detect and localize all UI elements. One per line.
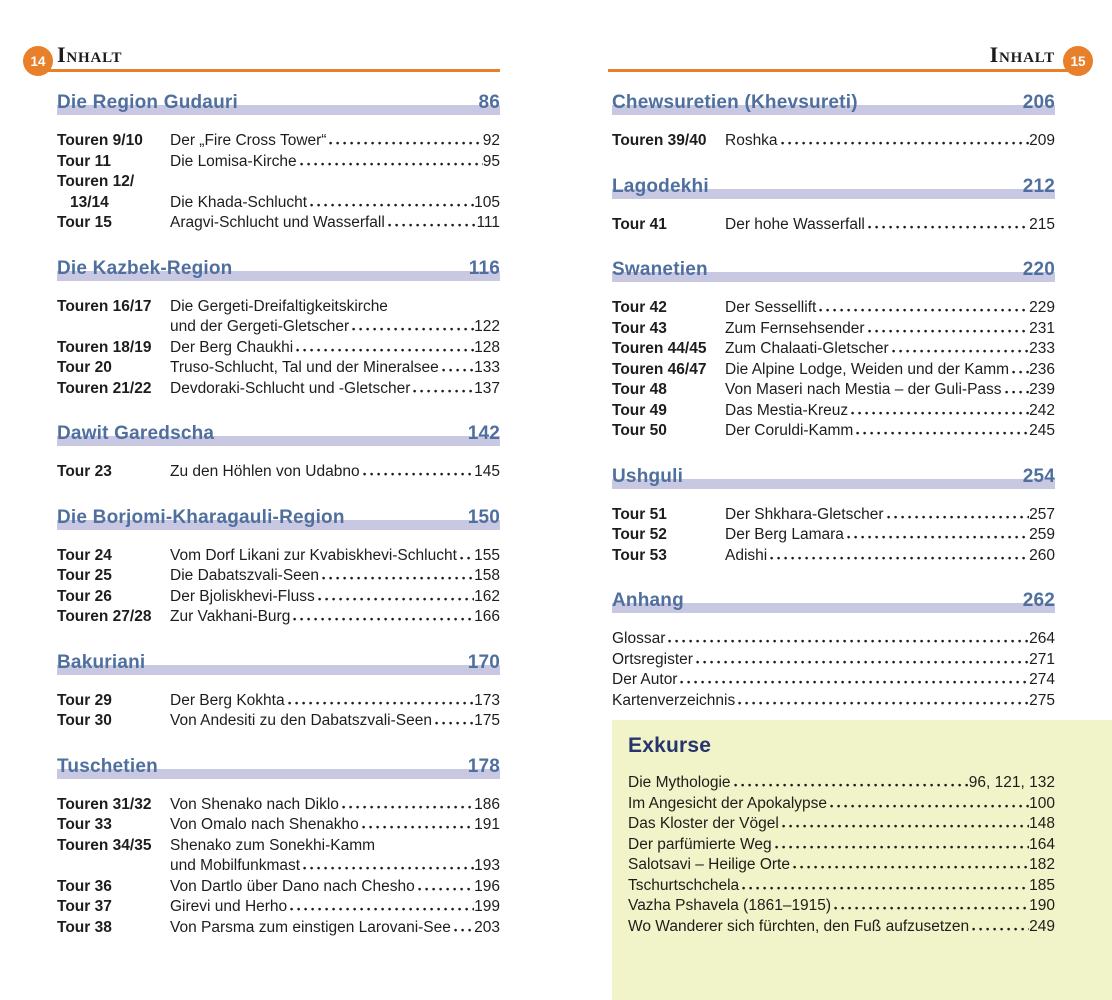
entry-title: Der Berg Kokhta <box>170 691 285 709</box>
section-page-number: 178 <box>467 755 500 777</box>
dot-leader <box>442 367 474 372</box>
toc-entry <box>57 297 500 318</box>
section-title: Tuschetien <box>57 755 158 777</box>
dot-leader <box>887 514 1030 519</box>
entry-title: Vazha Pshavela (1861–1915) <box>628 897 832 914</box>
dot-leader <box>454 927 474 932</box>
toc-entry <box>612 215 1055 236</box>
toc-section <box>612 586 1055 711</box>
page-header-title: Inhalt <box>989 42 1055 67</box>
toc-entry <box>57 172 500 193</box>
dot-leader <box>288 700 475 705</box>
toc-entry <box>57 193 500 214</box>
entry-page-number: 233 <box>1029 340 1055 357</box>
section-page-number: 86 <box>478 92 500 113</box>
dot-leader <box>318 596 474 601</box>
toc-entry <box>628 835 1055 856</box>
section-page-number: 220 <box>1022 259 1055 280</box>
section-heading <box>612 172 1055 199</box>
entry-page-number: 182 <box>1029 856 1055 873</box>
toc-entry <box>612 505 1055 526</box>
section-entries <box>57 546 500 628</box>
entry-page-number: 264 <box>1029 630 1055 647</box>
dot-leader <box>413 388 474 393</box>
dot-leader <box>342 804 474 809</box>
toc-section <box>57 254 500 400</box>
section-title: Ushguli <box>612 465 684 487</box>
toc-entry <box>57 317 500 338</box>
tour-label: Tour 33 <box>57 816 112 833</box>
dot-leader <box>363 471 475 476</box>
entry-page-number: 245 <box>1029 422 1055 439</box>
dot-leader <box>310 202 474 207</box>
entry-page-number: 249 <box>1029 917 1055 935</box>
section-heading <box>57 419 500 446</box>
dot-leader <box>834 905 1029 910</box>
toc-entry <box>57 795 500 816</box>
toc-entry <box>628 814 1055 835</box>
dot-leader <box>851 410 1029 415</box>
tour-label: Touren 12/ <box>57 173 135 190</box>
tour-label: Tour 49 <box>612 401 667 419</box>
dot-leader <box>322 575 474 580</box>
entry-title: Im Angesicht der Apokalypse <box>628 794 828 812</box>
section-page-number: 170 <box>467 651 500 673</box>
dot-leader <box>696 659 1029 664</box>
dot-leader <box>460 555 474 560</box>
tour-label: Touren 16/17 <box>57 297 152 315</box>
section-heading <box>612 462 1055 489</box>
tour-label: Tour 53 <box>612 546 667 564</box>
toc-entry <box>57 546 500 567</box>
tour-label: Tour 26 <box>57 587 112 605</box>
entry-page-number: 193 <box>474 857 500 874</box>
entry-title: Der Berg Lamara <box>725 526 844 543</box>
section-entries <box>612 505 1055 567</box>
dot-leader <box>296 347 474 352</box>
toc-entry <box>57 607 500 628</box>
page-header <box>30 42 500 72</box>
dot-leader <box>868 224 1029 229</box>
toc-entry <box>57 131 500 152</box>
dot-leader <box>972 926 1029 931</box>
section-heading <box>57 503 500 530</box>
entry-title: Roshka <box>725 132 778 149</box>
entry-page-number: 231 <box>1029 319 1055 337</box>
dot-leader <box>868 328 1030 333</box>
toc-entry <box>628 773 1055 794</box>
toc-entry <box>612 131 1055 152</box>
entry-page-number: 209 <box>1029 132 1055 149</box>
section-page-number: 116 <box>468 257 500 279</box>
section-heading <box>612 255 1055 282</box>
toc-entry <box>628 917 1055 938</box>
toc-entry <box>57 587 500 608</box>
tour-label: Tour 41 <box>612 215 667 233</box>
section-page-number: 150 <box>467 506 500 528</box>
entry-title: Der „Fire Cross Tower“ <box>170 132 327 149</box>
toc-section <box>612 88 1055 152</box>
section-title: Bakuriani <box>57 651 146 673</box>
toc-entry <box>612 546 1055 567</box>
toc-entry <box>57 836 500 857</box>
dot-leader <box>770 555 1029 560</box>
dot-leader <box>742 885 1029 890</box>
section-title: Chewsuretien (Khevsureti) <box>612 92 858 113</box>
dot-leader <box>775 844 1030 849</box>
tour-label: Tour 20 <box>57 359 112 376</box>
entry-title: Ortsregister <box>612 650 693 668</box>
tour-label: Tour 25 <box>57 567 112 584</box>
entry-title: Zum Fernsehsender <box>725 319 865 337</box>
entry-title: Der Berg Chaukhi <box>170 338 294 356</box>
section-entries <box>57 691 500 732</box>
tour-label: Tour 24 <box>57 546 112 564</box>
entry-title: Zum Chalaati-Gletscher <box>725 340 889 357</box>
entry-page-number: 155 <box>474 546 500 564</box>
tour-label: Touren 44/45 <box>612 340 707 357</box>
tour-label: Tour 51 <box>612 505 667 523</box>
section-heading <box>57 752 500 779</box>
entry-page-number: 236 <box>1029 360 1055 378</box>
entry-page-number: 257 <box>1029 505 1055 523</box>
entry-title: Zur Vakhani-Burg <box>170 608 291 625</box>
entry-title: Zu den Höhlen von Udabno <box>170 463 360 480</box>
section-page-number: 206 <box>1022 92 1055 113</box>
entry-title: Der Bjoliskhevi-Fluss <box>170 587 315 605</box>
section-heading <box>57 648 500 675</box>
tour-label: Tour 52 <box>612 526 667 543</box>
entry-title: Der Shkhara-Gletscher <box>725 505 884 523</box>
entry-page-number: 215 <box>1029 215 1055 233</box>
toc-entry <box>57 462 500 483</box>
dot-leader <box>352 326 474 331</box>
entry-page-number: 259 <box>1029 526 1055 543</box>
section-heading <box>57 254 500 281</box>
entry-page-number: 162 <box>474 587 500 605</box>
toc-entry <box>612 380 1055 401</box>
toc-entry <box>57 856 500 877</box>
section-title: Anhang <box>612 590 684 611</box>
page-header <box>612 42 1086 72</box>
tour-label: Touren 27/28 <box>57 608 152 625</box>
entry-title: und Mobilfunkmast <box>170 857 301 874</box>
section-entries <box>57 297 500 400</box>
tour-label: Tour 11 <box>57 152 111 170</box>
toc-entry <box>628 855 1055 876</box>
toc-entry <box>612 421 1055 442</box>
section-entries <box>57 131 500 234</box>
entry-title: Die Lomisa-Kirche <box>170 152 297 170</box>
page-header-title: Inhalt <box>57 42 123 67</box>
tour-label: Touren 31/32 <box>57 795 152 813</box>
toc-entry <box>612 339 1055 360</box>
entry-page-number: 111 <box>476 214 500 231</box>
dot-leader <box>1012 369 1029 374</box>
page-left <box>30 42 500 938</box>
toc-section <box>57 503 500 628</box>
entry-page-number: 166 <box>474 608 500 625</box>
dot-leader <box>435 720 474 725</box>
entry-title: Von Shenako nach Diklo <box>170 795 339 813</box>
entry-title: Die Mythologie <box>628 774 731 791</box>
dot-leader <box>300 161 483 166</box>
entry-title: Die Alpine Lodge, Weiden und der Kamm <box>725 360 1010 378</box>
entry-title: Der hohe Wasserfall <box>725 215 865 233</box>
dot-leader <box>819 307 1029 312</box>
dot-leader <box>303 865 474 870</box>
entry-page-number: 190 <box>1029 897 1055 914</box>
tour-label: Tour 37 <box>57 898 112 915</box>
toc-section <box>57 419 500 483</box>
dot-leader <box>362 824 474 829</box>
toc-entry <box>612 670 1055 691</box>
header-rule <box>28 69 500 72</box>
toc-entry <box>612 629 1055 650</box>
entry-page-number: 191 <box>474 816 500 833</box>
entry-page-number: 203 <box>474 918 500 936</box>
entry-title: Shenako zum Sonekhi-Kamm <box>170 836 376 854</box>
entry-page-number: 175 <box>474 712 500 729</box>
toc-entry <box>57 358 500 379</box>
section-page-number: 262 <box>1022 590 1055 611</box>
entry-title: Tschurtschchela <box>628 876 740 894</box>
dot-leader <box>1005 389 1030 394</box>
toc-entry <box>628 876 1055 897</box>
tour-label: Tour 38 <box>57 918 112 936</box>
section-entries <box>612 131 1055 152</box>
section-entries <box>612 629 1055 711</box>
page-right <box>612 42 1086 711</box>
dot-leader <box>293 616 474 621</box>
entry-page-number: 239 <box>1029 381 1055 398</box>
tour-label: Touren 46/47 <box>612 360 707 378</box>
entry-page-number: 164 <box>1029 835 1055 853</box>
toc-entry <box>612 360 1055 381</box>
dot-leader <box>856 430 1029 435</box>
toc-entry <box>612 401 1055 422</box>
tour-label: Touren 21/22 <box>57 379 152 397</box>
entry-page-number: 185 <box>1029 876 1055 894</box>
entry-page-number: 105 <box>474 193 500 211</box>
entry-page-number: 122 <box>474 318 500 335</box>
toc-section <box>57 88 500 234</box>
entry-page-number: 92 <box>482 132 500 149</box>
dot-leader <box>847 534 1029 539</box>
header-rule <box>608 69 1083 72</box>
section-page-number: 254 <box>1022 465 1055 487</box>
entry-page-number: 274 <box>1029 671 1055 688</box>
toc-section <box>57 752 500 939</box>
entry-title: Von Andesiti zu den Dabatszvali-Seen <box>170 712 432 729</box>
dot-leader <box>734 782 969 787</box>
entry-page-number: 173 <box>474 691 500 709</box>
tour-label: Tour 36 <box>57 877 112 895</box>
section-entries <box>612 298 1055 442</box>
section-title: Swanetien <box>612 259 708 280</box>
toc-section <box>612 255 1055 442</box>
entry-title: Von Maseri nach Mestia – der Guli-Pass <box>725 381 1002 398</box>
entry-title: Vom Dorf Likani zur Kvabiskhevi-Schlucht <box>170 546 457 564</box>
entry-title: Von Parsma zum einstigen Larovani-See <box>170 918 451 936</box>
page-number-badge: 14 <box>23 46 53 76</box>
entry-page-number: 271 <box>1029 650 1055 668</box>
entry-title: Der Coruldi-Kamm <box>725 422 854 439</box>
entry-page-number: 275 <box>1029 691 1055 709</box>
entry-title: Von Dartlo über Dano nach Chesho <box>170 877 415 895</box>
toc-entry <box>57 877 500 898</box>
dot-leader <box>329 140 482 145</box>
toc-entry <box>57 918 500 939</box>
toc-entry <box>612 298 1055 319</box>
section-title: Lagodekhi <box>612 175 709 197</box>
toc-entry <box>57 152 500 173</box>
toc-entry <box>628 896 1055 917</box>
entry-title: Devdoraki-Schlucht und -Gletscher <box>170 379 411 397</box>
toc-entry <box>57 213 500 234</box>
entry-page-number: 95 <box>482 152 500 170</box>
tour-label: Tour 42 <box>612 299 667 316</box>
entry-page-number: 148 <box>1029 815 1055 832</box>
section-entries <box>57 795 500 939</box>
tour-label: Touren 9/10 <box>57 132 143 149</box>
dot-leader <box>418 886 474 891</box>
entry-page-number: 137 <box>474 379 500 397</box>
entry-title: Die Dabatszvali-Seen <box>170 567 320 584</box>
dot-leader <box>781 140 1030 145</box>
toc-section <box>612 462 1055 567</box>
section-heading <box>612 88 1055 115</box>
entry-page-number: 133 <box>474 359 500 376</box>
entry-title: Girevi und Herho <box>170 898 288 915</box>
entry-page-number: 96, 121, 132 <box>968 774 1055 791</box>
entry-title: und der Gergeti-Gletscher <box>170 318 350 335</box>
section-heading <box>612 586 1055 613</box>
entry-title: Wo Wanderer sich fürchten, den Fuß aufzusetzen <box>628 917 970 935</box>
page-number-badge: 15 <box>1063 46 1093 76</box>
dot-leader <box>892 348 1029 353</box>
entry-page-number: 260 <box>1029 546 1055 564</box>
dot-leader <box>680 679 1029 684</box>
dot-leader <box>290 906 474 911</box>
toc-entry <box>57 338 500 359</box>
section-title: Die Borjomi-Kharagauli-Region <box>57 506 345 528</box>
entry-page-number: 186 <box>474 795 500 813</box>
entry-title: Glossar <box>612 630 666 647</box>
entry-page-number: 145 <box>474 463 500 480</box>
entry-title: Die Gergeti-Dreifaltigkeitskirche <box>170 297 388 315</box>
entry-page-number: 128 <box>474 338 500 356</box>
toc-entry <box>612 650 1055 671</box>
entry-page-number: 158 <box>474 567 500 584</box>
exkurse-entries <box>628 773 1055 937</box>
tour-label: Tour 15 <box>57 214 112 231</box>
section-title: Dawit Garedscha <box>57 423 215 444</box>
entry-title: Der Autor <box>612 671 678 688</box>
entry-title: Das Mestia-Kreuz <box>725 401 849 419</box>
entry-title: Der Sessellift <box>725 299 817 316</box>
toc-section <box>57 648 500 732</box>
entry-title: Aragvi-Schlucht und Wasserfall <box>170 214 385 231</box>
toc-entry <box>612 319 1055 340</box>
dot-leader <box>668 638 1029 643</box>
tour-label: Tour 30 <box>57 712 112 729</box>
entry-title: Kartenverzeichnis <box>612 691 736 709</box>
dot-leader <box>830 803 1029 808</box>
exkurse-title: Exkurse <box>628 734 712 757</box>
entry-page-number: 100 <box>1029 794 1055 812</box>
dot-leader <box>388 222 477 227</box>
entry-page-number: 199 <box>474 898 500 915</box>
tour-label: Touren 34/35 <box>57 836 152 854</box>
section-title: Die Kazbek-Region <box>57 257 233 279</box>
toc-entry <box>612 525 1055 546</box>
exkurse-content <box>628 734 1055 937</box>
tour-label: Touren 18/19 <box>57 338 152 356</box>
dot-leader <box>782 823 1029 828</box>
tour-label: Touren 39/40 <box>612 132 707 149</box>
toc-entry <box>57 379 500 400</box>
tour-label: 13/14 <box>70 193 109 211</box>
toc-entry <box>57 815 500 836</box>
tour-label: Tour 48 <box>612 381 667 398</box>
entry-page-number: 242 <box>1029 401 1055 419</box>
toc-entry <box>57 711 500 732</box>
entry-title: Adishi <box>725 546 768 564</box>
section-page-number: 142 <box>467 423 500 444</box>
section-entries <box>57 462 500 483</box>
toc-entry <box>57 566 500 587</box>
entry-page-number: 229 <box>1029 299 1055 316</box>
tour-label: Tour 43 <box>612 319 667 337</box>
toc-section <box>612 172 1055 236</box>
entry-page-number: 196 <box>474 877 500 895</box>
toc-sections-right <box>612 88 1055 711</box>
entry-title: Der parfümierte Weg <box>628 835 772 853</box>
section-heading <box>57 88 500 115</box>
entry-title: Das Kloster der Vögel <box>628 815 779 832</box>
tour-label: Tour 50 <box>612 422 667 439</box>
entry-title: Salotsavi – Heilige Orte <box>628 856 790 873</box>
toc-entry <box>57 897 500 918</box>
entry-title: Von Omalo nach Shenakho <box>170 816 359 833</box>
toc-entry <box>628 794 1055 815</box>
entry-title: Die Khada-Schlucht <box>170 193 307 211</box>
tour-label: Tour 23 <box>57 463 112 480</box>
section-title: Die Region Gudauri <box>57 92 238 113</box>
toc-sections-left <box>57 88 500 938</box>
dot-leader <box>793 864 1029 869</box>
tour-label: Tour 29 <box>57 691 112 709</box>
exkurse-box <box>612 720 1112 1000</box>
section-entries <box>612 215 1055 236</box>
entry-title: Truso-Schlucht, Tal und der Mineralsee <box>170 359 439 376</box>
section-page-number: 212 <box>1022 175 1055 197</box>
toc-entry <box>57 691 500 712</box>
dot-leader <box>738 700 1029 705</box>
toc-entry <box>612 691 1055 712</box>
